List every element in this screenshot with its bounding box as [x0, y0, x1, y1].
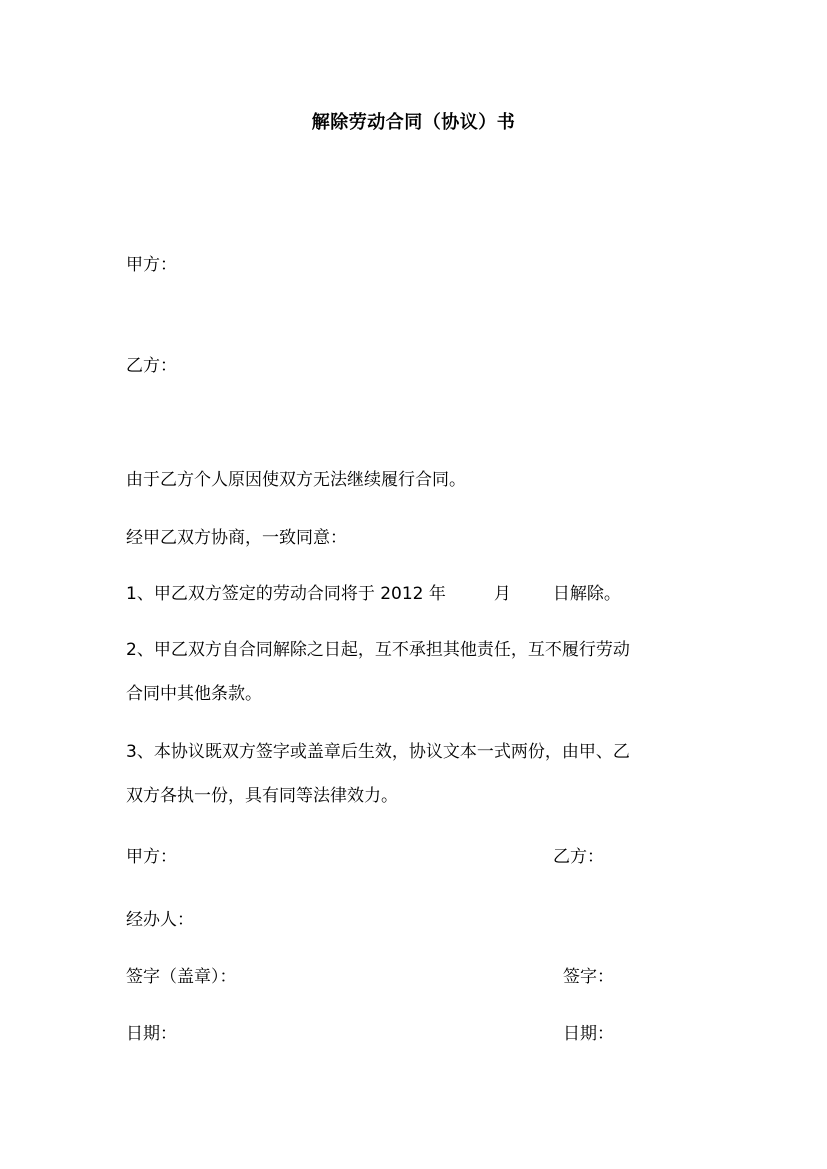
clause-3-line-2: 双方各执一份，具有同等法律效力。: [126, 786, 398, 806]
clause-1-year: 2012: [380, 584, 424, 604]
party-a-label: 甲方：: [126, 255, 177, 275]
clause-1-year-unit: 年: [428, 584, 446, 604]
clause-2-line-2: 合同中其他条款。: [126, 684, 262, 704]
clause-1-prefix: 1、甲乙双方签定的劳动合同将于: [126, 584, 375, 604]
signature-date-a: 日期：: [126, 1024, 177, 1044]
signature-sign-seal: 签字（盖章）：: [126, 967, 237, 987]
clause-1-day-suffix: 日解除。: [552, 584, 621, 604]
signature-handler: 经办人：: [126, 910, 194, 930]
clause-3-line-1: 3、本协议既双方签字或盖章后生效，协议文本一式两份，由甲、乙: [126, 742, 630, 762]
clause-1-month-unit: 月: [493, 584, 511, 604]
clause-2-line-1: 2、甲乙双方自合同解除之日起，互不承担其他责任，互不履行劳动: [126, 640, 630, 660]
document-title: 解除劳动合同（协议）书: [311, 112, 516, 133]
signature-party-a: 甲方：: [126, 847, 177, 867]
party-b-label: 乙方：: [126, 356, 177, 376]
reason-paragraph: 由于乙方个人原因使双方无法继续履行合同。: [126, 470, 466, 490]
agreement-paragraph: 经甲乙双方协商，一致同意：: [126, 528, 347, 548]
signature-date-b: 日期：: [563, 1024, 614, 1044]
clause-1: [126, 582, 621, 606]
signature-party-b: 乙方：: [553, 847, 604, 867]
signature-sign: 签字：: [563, 967, 614, 987]
